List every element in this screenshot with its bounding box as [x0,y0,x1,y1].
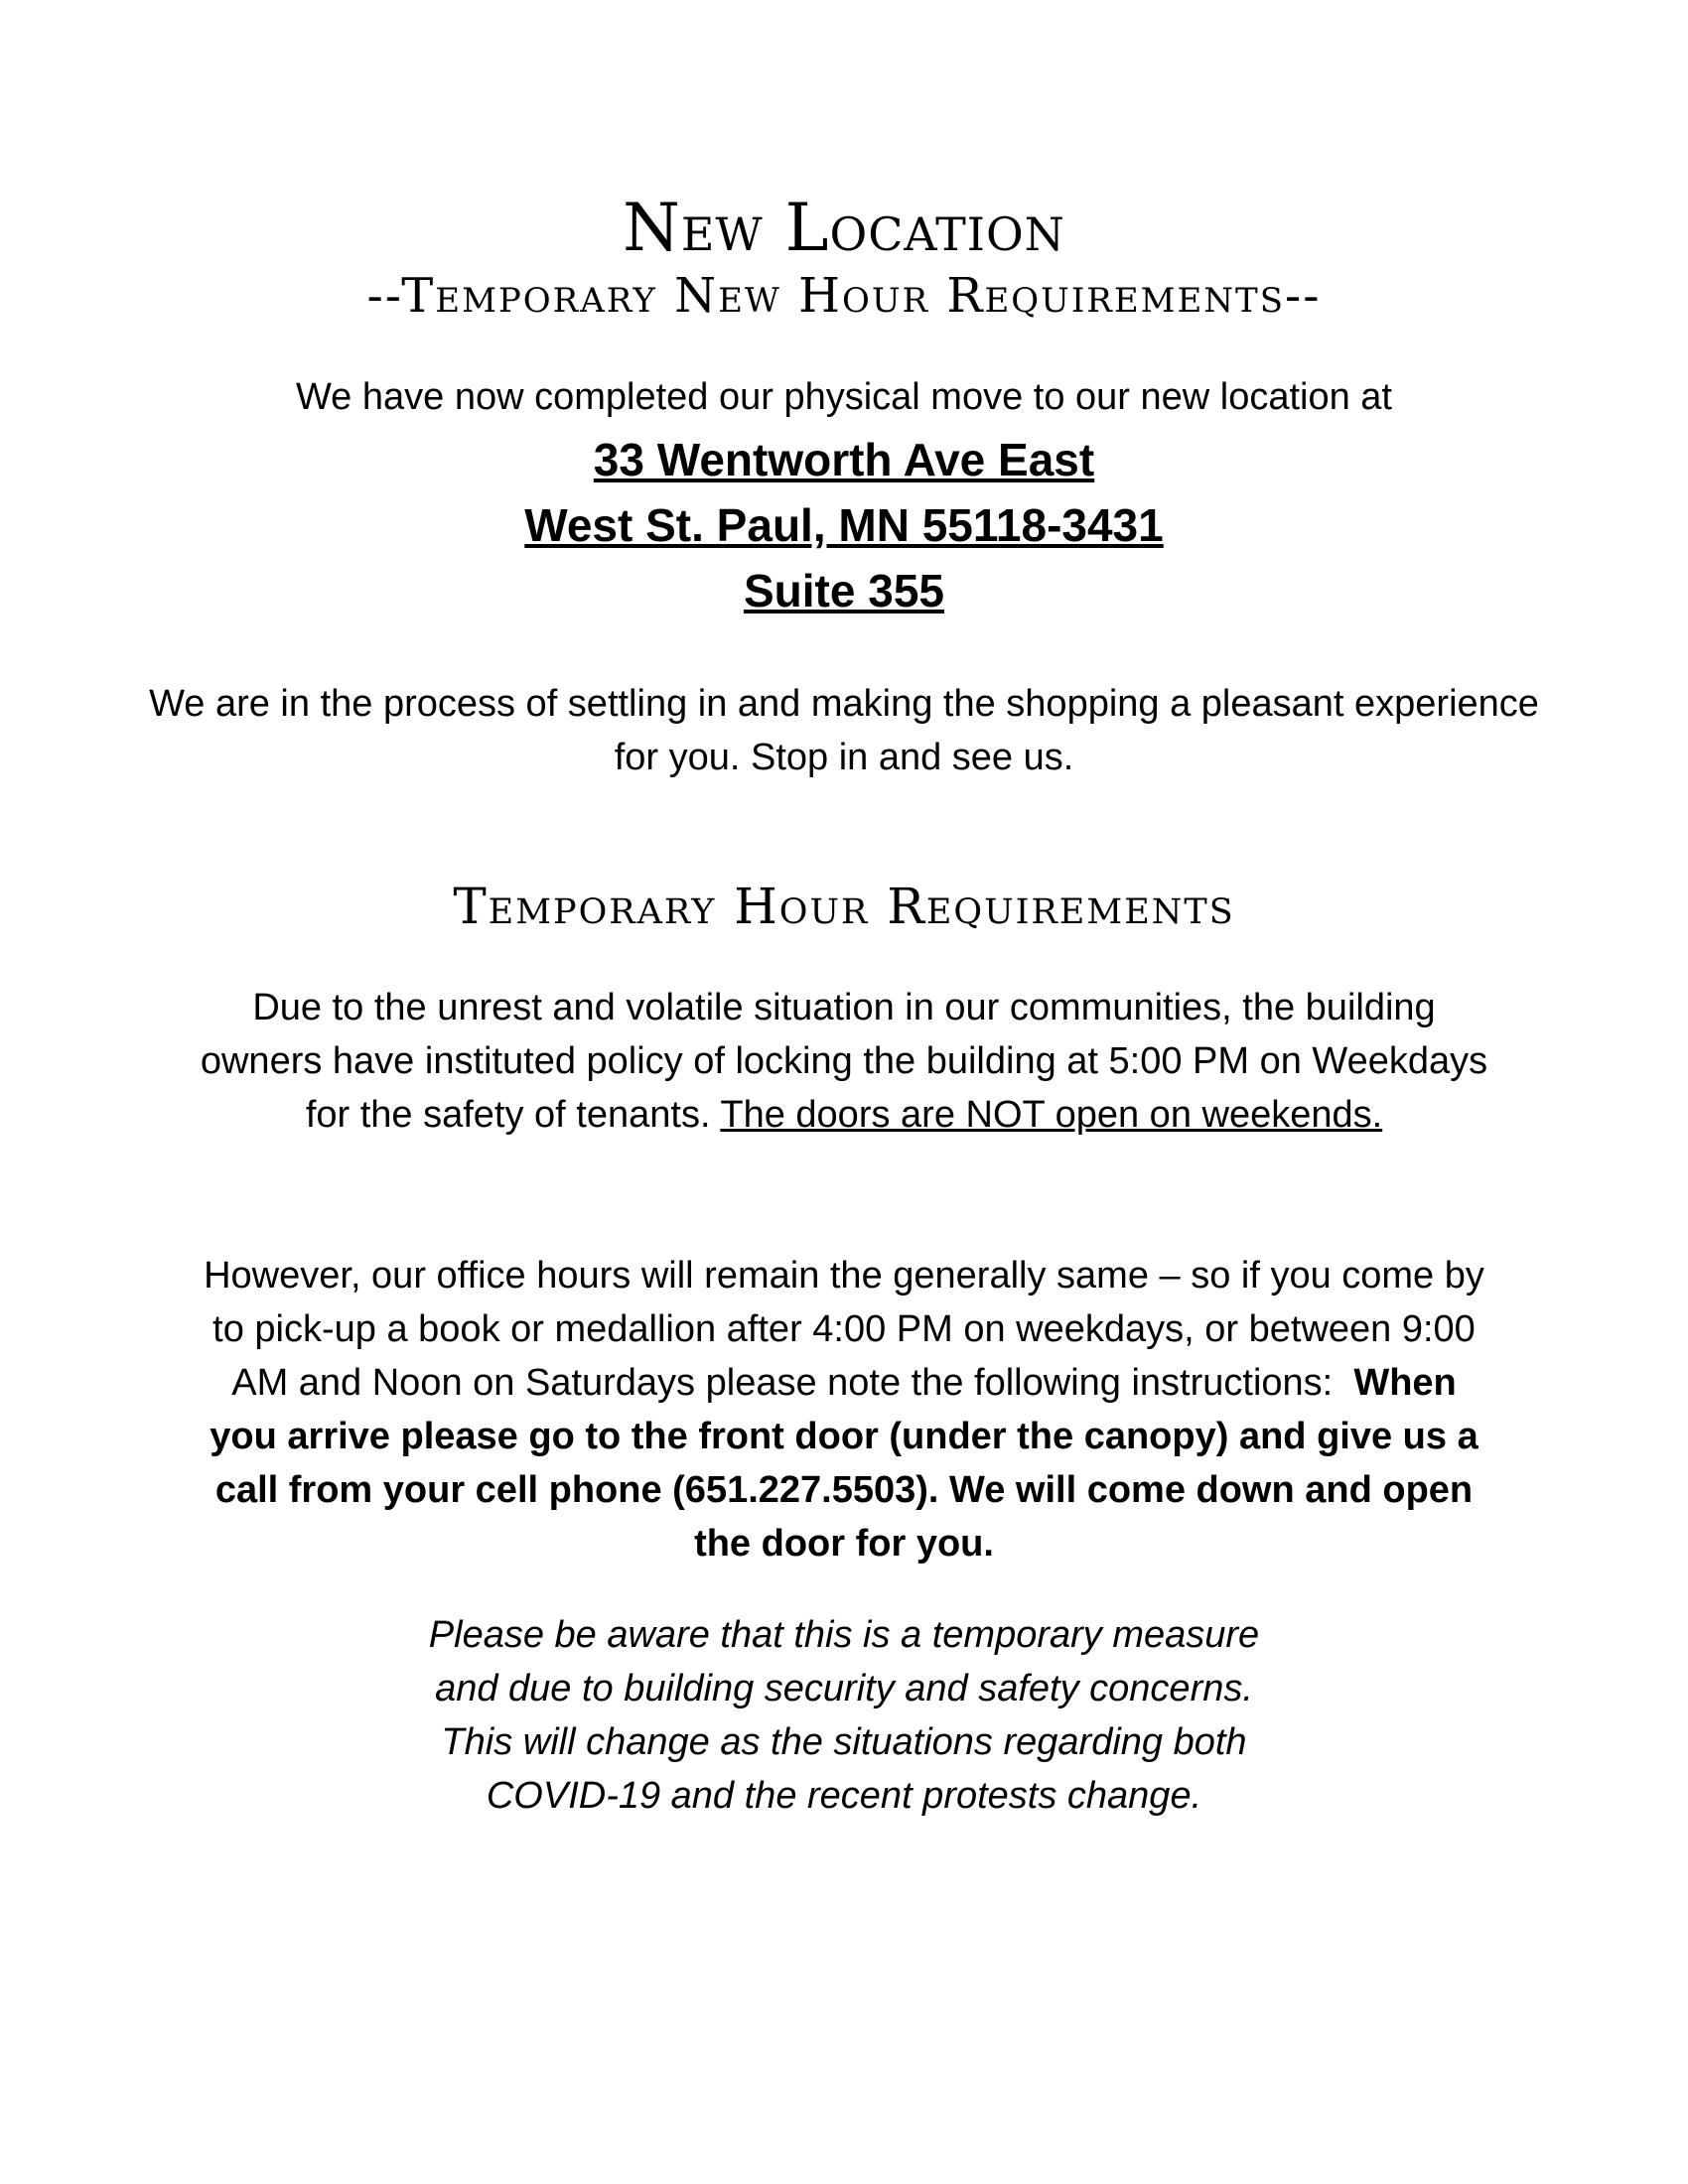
arrival-instructions: When you arrive please go to the front door (under the canopy) and give us a call from your cell phone (651.227.5503). We will come down and open the door for you. [210,1362,1478,1565]
unrest-text: Due to the unrest and volatile situation in our communities, the building owners have instituted policy of locking the building at 5:00 PM on Weekdays for the safety of tenants. [200,987,1488,1136]
weekend-notice: The doors are NOT open on weekends. [720,1094,1383,1136]
address-city: West St. Paul, MN 55118-3431 [524,499,1164,551]
note-line-3: This will change as the situations regarding both [441,1721,1247,1763]
page-subtitle: --Temporary New Hour Requirements-- [366,268,1322,324]
note-line-4: COVID-19 and the recent protests change. [486,1775,1202,1817]
temporary-note [348,1608,1340,1823]
intro-text: We have now completed our physical move to our new location at [295,376,1392,418]
address-block [0,427,1688,623]
unrest-paragraph [199,981,1489,1142]
settling-text: We are in the process of settling in and making the shopping a pleasant experience for you. Stop in and see us. [149,683,1539,778]
address-suite: Suite 355 [744,565,944,616]
note-line-2: and due to building security and safety concerns. [435,1668,1253,1709]
note-line-1: Please be aware that this is a temporary measure [428,1614,1260,1656]
address-street: 33 Wentworth Ave East [593,434,1095,485]
hours-text: However, our office hours will remain the generally same – so if you come by to pick-up a book or medallion after 4:00 PM on weekdays, or between 9:00 AM and Noon on Saturdays please note the following instructions: [204,1255,1484,1404]
page-title: New Location [623,190,1065,266]
hours-paragraph [199,1249,1489,1570]
section-heading: Temporary Hour Requirements [453,878,1235,935]
